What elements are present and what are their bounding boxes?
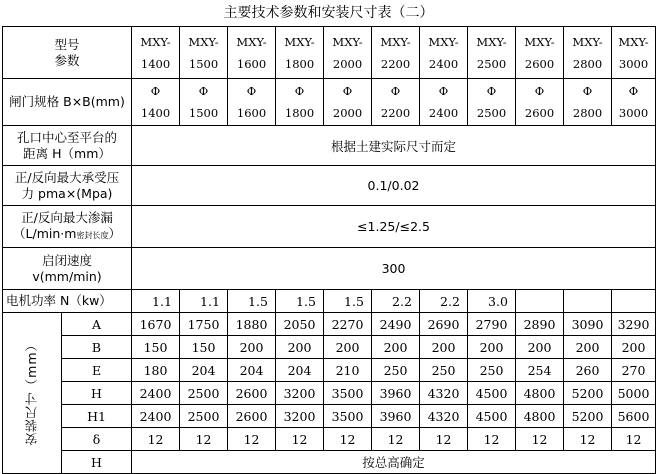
install-last-value: 按总高确定 <box>132 451 656 474</box>
install-row-h <box>3 382 656 405</box>
power-label: 电机功率 N（kw） <box>3 290 132 313</box>
install-cell: 270 <box>612 359 656 382</box>
install-group-label: 安装尺寸（mm） <box>24 337 39 446</box>
install-cell: 1880 <box>228 313 276 336</box>
install-row-delta <box>3 428 656 451</box>
install-cell: 12 <box>228 428 276 451</box>
power-cell: 1.5 <box>276 290 324 313</box>
gate-spec-cell: Φ 2600 <box>516 79 564 126</box>
install-key: δ <box>62 428 132 451</box>
install-cell: 1750 <box>180 313 228 336</box>
install-cell: 5600 <box>612 405 656 428</box>
gate-spec-cell: Φ 2000 <box>324 79 372 126</box>
header-label-model: 型号 <box>54 36 80 52</box>
install-group-label-cell <box>3 313 62 474</box>
leakage-value: ≤1.25/≤2.5 <box>132 206 656 248</box>
install-cell: 4320 <box>420 405 468 428</box>
model-cell: MXY- 3000 <box>612 27 656 79</box>
install-cell: 204 <box>228 359 276 382</box>
install-cell: 3200 <box>276 382 324 405</box>
install-cell: 4800 <box>516 382 564 405</box>
power-cell: 2.2 <box>420 290 468 313</box>
install-row-b <box>3 336 656 359</box>
install-cell: 12 <box>324 428 372 451</box>
install-cell: 2490 <box>372 313 420 336</box>
install-cell: 2600 <box>228 382 276 405</box>
leakage-label: 正/反向最大渗漏 （L/min·m密封长度） <box>3 206 132 248</box>
install-cell: 200 <box>228 336 276 359</box>
power-cell: 3.0 <box>468 290 516 313</box>
gate-spec-cell: Φ 2400 <box>420 79 468 126</box>
install-key: E <box>62 359 132 382</box>
install-cell: 12 <box>372 428 420 451</box>
install-cell: 250 <box>420 359 468 382</box>
install-cell: 150 <box>180 336 228 359</box>
gate-spec-cell: Φ 2500 <box>468 79 516 126</box>
install-cell: 200 <box>324 336 372 359</box>
install-cell: 254 <box>516 359 564 382</box>
model-cell: MXY- 1800 <box>276 27 324 79</box>
pressure-row <box>3 166 656 206</box>
install-cell: 2050 <box>276 313 324 336</box>
gate-spec-cell: Φ 1500 <box>180 79 228 126</box>
install-row-e <box>3 359 656 382</box>
install-cell: 2890 <box>516 313 564 336</box>
leakage-row <box>3 206 656 248</box>
header-label-cell <box>3 27 132 79</box>
install-cell: 5000 <box>612 382 656 405</box>
power-row <box>3 290 656 313</box>
install-key: A <box>62 313 132 336</box>
install-cell: 2690 <box>420 313 468 336</box>
model-cell: MXY- 2400 <box>420 27 468 79</box>
install-cell: 3500 <box>324 405 372 428</box>
model-cell: MXY- 2200 <box>372 27 420 79</box>
header-label-param: 参数 <box>54 52 80 68</box>
install-cell: 4500 <box>468 405 516 428</box>
gate-spec-cell: Φ 3000 <box>612 79 656 126</box>
install-cell: 5200 <box>564 382 612 405</box>
install-cell: 200 <box>468 336 516 359</box>
speed-label: 启闭速度 v(mm/min) <box>3 248 132 290</box>
install-cell: 3960 <box>372 405 420 428</box>
gate-spec-label: 闸门规格 B×B(mm) <box>3 79 132 126</box>
install-row-last <box>3 451 656 474</box>
install-cell: 200 <box>372 336 420 359</box>
gate-spec-cell: Φ 1400 <box>132 79 180 126</box>
install-cell: 12 <box>516 428 564 451</box>
gate-spec-cell: Φ 1800 <box>276 79 324 126</box>
install-cell: 180 <box>132 359 180 382</box>
install-row-a <box>3 313 656 336</box>
model-cell: MXY- 2800 <box>564 27 612 79</box>
install-cell: 200 <box>516 336 564 359</box>
power-cell: 1.1 <box>132 290 180 313</box>
spec-table <box>2 26 656 474</box>
power-cell: 1.1 <box>180 290 228 313</box>
install-key: H <box>62 451 132 474</box>
table-title: 主要技术参数和安装尺寸表（二） <box>223 5 434 21</box>
install-cell: 3290 <box>612 313 656 336</box>
install-cell: 200 <box>612 336 656 359</box>
install-cell: 150 <box>132 336 180 359</box>
install-cell: 2400 <box>132 382 180 405</box>
install-key: B <box>62 336 132 359</box>
gate-spec-row <box>3 79 656 126</box>
power-cell <box>564 290 612 313</box>
install-cell: 12 <box>468 428 516 451</box>
model-cell: MXY- 2500 <box>468 27 516 79</box>
power-cell: 1.5 <box>228 290 276 313</box>
install-cell: 204 <box>276 359 324 382</box>
install-cell: 200 <box>564 336 612 359</box>
install-cell: 250 <box>468 359 516 382</box>
install-cell: 4800 <box>516 405 564 428</box>
install-cell: 260 <box>564 359 612 382</box>
power-cell <box>516 290 564 313</box>
install-key: H <box>62 382 132 405</box>
install-cell: 2790 <box>468 313 516 336</box>
height-label: 孔口中心至平台的 距离 H（mm） <box>3 126 132 166</box>
install-key: H1 <box>62 405 132 428</box>
install-cell: 204 <box>180 359 228 382</box>
gate-spec-cell: Φ 2800 <box>564 79 612 126</box>
install-cell: 12 <box>276 428 324 451</box>
install-cell: 1670 <box>132 313 180 336</box>
height-row <box>3 126 656 166</box>
model-cell: MXY- 1500 <box>180 27 228 79</box>
install-cell: 3960 <box>372 382 420 405</box>
install-cell: 2500 <box>180 405 228 428</box>
install-cell: 210 <box>324 359 372 382</box>
header-row <box>3 27 656 79</box>
power-cell: 2.2 <box>372 290 420 313</box>
install-cell: 5200 <box>564 405 612 428</box>
model-cell: MXY- 1400 <box>132 27 180 79</box>
install-cell: 3090 <box>564 313 612 336</box>
install-cell: 2400 <box>132 405 180 428</box>
install-row-h1 <box>3 405 656 428</box>
install-cell: 12 <box>564 428 612 451</box>
install-cell: 2500 <box>180 382 228 405</box>
power-cell: 1.5 <box>324 290 372 313</box>
install-cell: 2270 <box>324 313 372 336</box>
install-cell: 3500 <box>324 382 372 405</box>
install-cell: 2600 <box>228 405 276 428</box>
pressure-value: 0.1/0.02 <box>132 166 656 206</box>
gate-spec-cell: Φ 2200 <box>372 79 420 126</box>
speed-row <box>3 248 656 290</box>
install-cell: 250 <box>372 359 420 382</box>
speed-value: 300 <box>132 248 656 290</box>
install-cell: 12 <box>420 428 468 451</box>
install-cell: 12 <box>132 428 180 451</box>
install-cell: 12 <box>180 428 228 451</box>
power-cell <box>612 290 656 313</box>
gate-spec-cell: Φ 1600 <box>228 79 276 126</box>
model-cell: MXY- 2000 <box>324 27 372 79</box>
model-cell: MXY- 2600 <box>516 27 564 79</box>
install-cell: 200 <box>276 336 324 359</box>
model-cell: MXY- 1600 <box>228 27 276 79</box>
install-cell: 3200 <box>276 405 324 428</box>
install-cell: 12 <box>612 428 656 451</box>
pressure-label: 正/反向最大承受压 力 pma×(Mpa) <box>3 166 132 206</box>
install-cell: 4320 <box>420 382 468 405</box>
install-cell: 200 <box>420 336 468 359</box>
install-cell: 4500 <box>468 382 516 405</box>
height-value: 根据土建实际尺寸而定 <box>132 126 656 166</box>
